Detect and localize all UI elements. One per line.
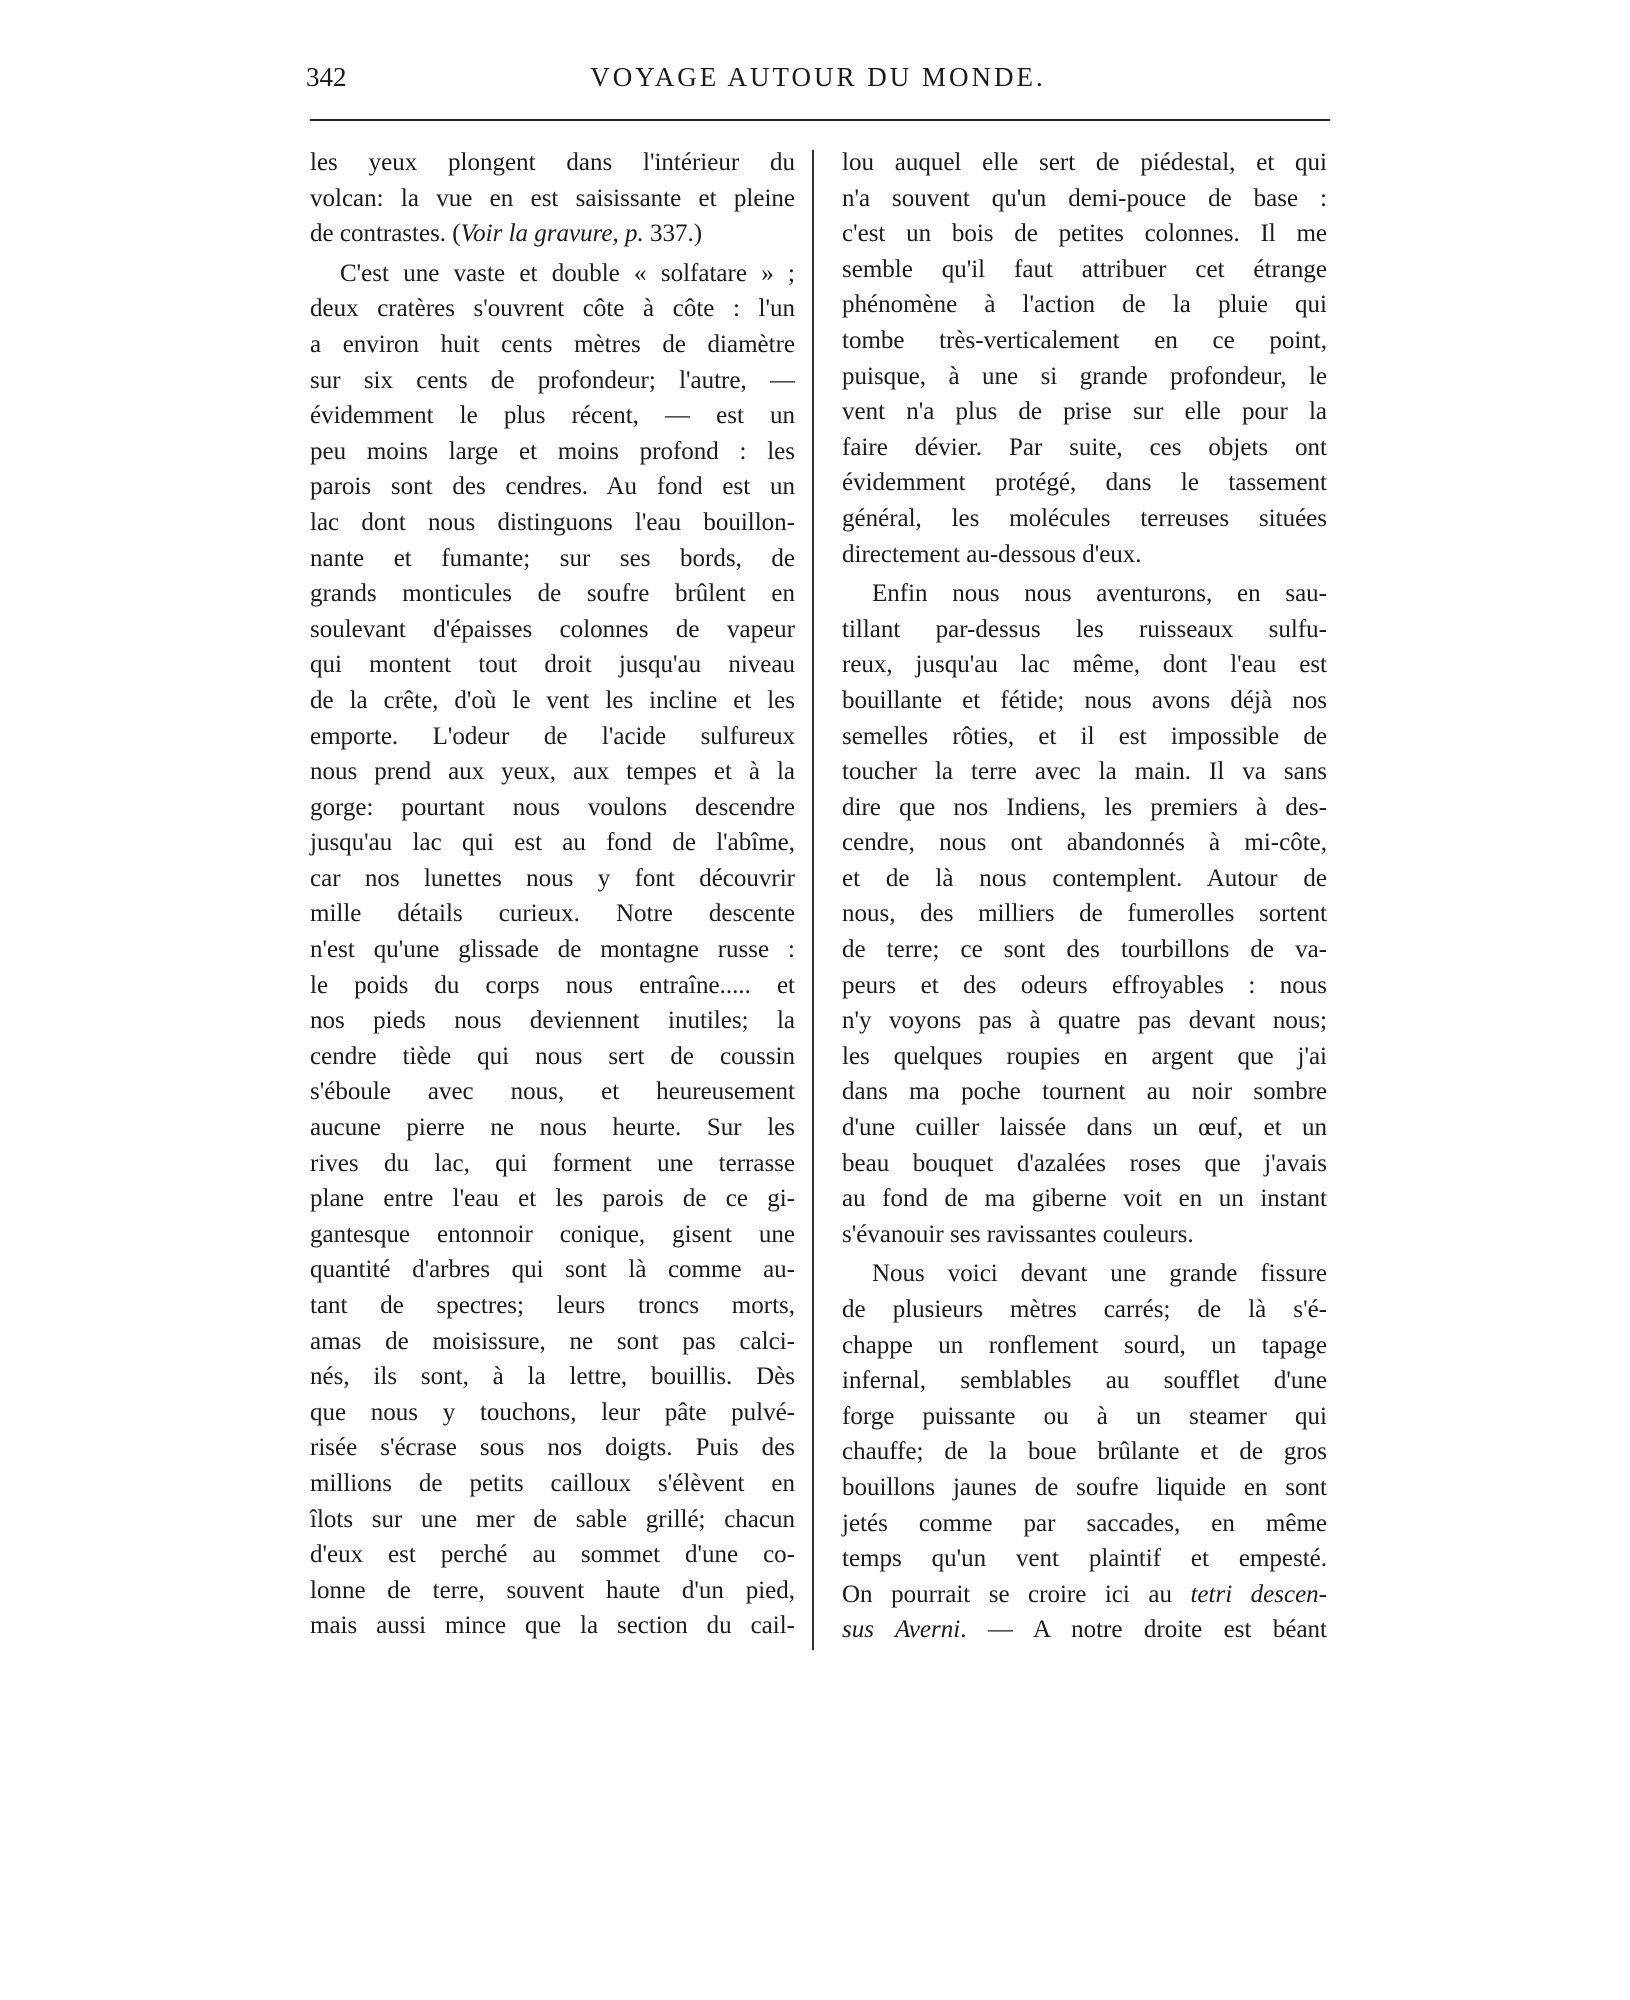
- text-segment: emporte. L'odeur de l'acide sulfureux: [310, 722, 795, 750]
- text-line: [842, 430, 1327, 466]
- text-segment: lonne de terre, souvent haute d'un pied,: [310, 1576, 795, 1604]
- text-line: [842, 1506, 1327, 1542]
- text-line: [842, 896, 1327, 932]
- text-line: [310, 790, 795, 826]
- text-line: [842, 1577, 1327, 1613]
- text-segment: s'évanouir ses ravissantes couleurs.: [842, 1220, 1194, 1248]
- page-number: 342: [306, 62, 347, 92]
- left-column: [310, 145, 795, 1644]
- text-segment: au fond de ma giberne voit en un instant: [842, 1185, 1327, 1213]
- text-line: [842, 145, 1327, 181]
- text-segment: puisque, à une si grande profondeur, le: [842, 362, 1327, 390]
- text-segment: dire que nos Indiens, les premiers à des-: [842, 793, 1327, 821]
- text-segment: gantesque entonnoir conique, gisent une: [310, 1220, 795, 1248]
- text-line: [310, 1217, 795, 1253]
- text-line: [310, 1003, 795, 1039]
- text-line: [310, 825, 795, 861]
- text-line: [842, 1541, 1327, 1577]
- text-segment: nous, des milliers de fumerolles sortent: [842, 900, 1327, 928]
- text-segment: et de là nous contemplent. Autour de: [842, 864, 1327, 892]
- text-line: [310, 327, 795, 363]
- text-line: [842, 825, 1327, 861]
- text-line: [842, 465, 1327, 501]
- text-segment: toucher la terre avec la main. Il va sans: [842, 758, 1327, 786]
- text-segment: c'est un bois de petites colonnes. Il me: [842, 220, 1327, 248]
- text-line: [310, 291, 795, 327]
- text-line: [310, 683, 795, 719]
- text-segment: volcan: la vue en est saisissante et pleine: [310, 184, 795, 212]
- text-line: [310, 932, 795, 968]
- text-line: [310, 1466, 795, 1502]
- text-line: [842, 612, 1327, 648]
- text-line: [842, 861, 1327, 897]
- text-segment: bouillons jaunes de soufre liquide en sont: [842, 1473, 1327, 1501]
- text-line: [842, 181, 1327, 217]
- text-segment: dans ma poche tournent au noir sombre: [842, 1078, 1327, 1106]
- text-segment: de terre; ce sont des tourbillons de va-: [842, 936, 1327, 964]
- text-segment: de plusieurs mètres carrés; de là s'é-: [842, 1296, 1327, 1323]
- text-segment: lou auquel elle sert de piédestal, et qui: [842, 149, 1327, 176]
- text-line: [310, 181, 795, 217]
- text-line: [310, 719, 795, 755]
- text-segment: semble qu'il faut attribuer cet étrange: [842, 255, 1327, 283]
- text-line: [310, 398, 795, 434]
- text-line: [310, 434, 795, 470]
- text-line: [310, 1359, 795, 1395]
- text-segment: On pourrait se croire ici au: [842, 1580, 1191, 1608]
- text-segment: évidemment protégé, dans le tassement: [842, 469, 1327, 497]
- text-segment: . — A notre droite est béant: [960, 1616, 1328, 1644]
- text-segment: n'est qu'une glissade de montagne russe :: [310, 936, 795, 964]
- text-segment: nés, ils sont, à la lettre, bouillis. Dès: [310, 1363, 795, 1391]
- text-line: [310, 505, 795, 541]
- text-segment: sur six cents de profondeur; l'autre, —: [310, 366, 795, 394]
- text-segment: d'eux est perché au sommet d'une co-: [310, 1541, 795, 1569]
- text-segment: phénomène à l'action de la pluie qui: [842, 291, 1327, 319]
- text-segment: n'a souvent qu'un demi-pouce de base :: [842, 184, 1327, 212]
- column-divider: [812, 150, 814, 1650]
- text-segment: nous prend aux yeux, aux tempes et à la: [310, 758, 795, 786]
- text-line: [310, 1502, 795, 1538]
- text-line: [842, 1039, 1327, 1075]
- text-line: [310, 1573, 795, 1609]
- text-line: [310, 576, 795, 612]
- text-segment: qui montent tout droit jusqu'au niveau: [310, 651, 795, 679]
- text-segment: parois sont des cendres. Au fond est un: [310, 473, 795, 501]
- text-line: [842, 1470, 1327, 1506]
- italic-text: Voir la gravure, p.: [460, 220, 644, 248]
- text-line: [842, 1612, 1327, 1648]
- text-segment: bouillante et fétide; nous avons déjà nos: [842, 686, 1327, 714]
- text-segment: amas de moisissure, ne sont pas calci-: [310, 1327, 795, 1355]
- text-line: [842, 323, 1327, 359]
- text-segment: jusqu'au lac qui est au fond de l'abîme,: [310, 829, 795, 857]
- text-line: [310, 647, 795, 683]
- text-line: [842, 394, 1327, 430]
- text-line: [310, 1074, 795, 1110]
- text-segment: tant de spectres; leurs troncs morts,: [310, 1292, 795, 1319]
- text-segment: le poids du corps nous entraîne..... et: [310, 971, 795, 999]
- text-segment: rives du lac, qui forment une terrasse: [310, 1149, 795, 1177]
- text-line: [842, 1363, 1327, 1399]
- text-line: [842, 932, 1327, 968]
- text-line: [842, 719, 1327, 755]
- text-segment: mais aussi mince que la section du cail-: [310, 1612, 795, 1640]
- text-line: [842, 790, 1327, 826]
- text-segment: les quelques roupies en argent que j'ai: [842, 1042, 1327, 1070]
- text-line: [842, 1399, 1327, 1435]
- text-segment: reux, jusqu'au lac même, dont l'eau est: [842, 651, 1327, 679]
- text-line: [310, 1537, 795, 1573]
- text-line: [310, 1608, 795, 1644]
- text-segment: beau bouquet d'azalées roses que j'avais: [842, 1149, 1327, 1177]
- text-segment: 337.): [643, 220, 703, 248]
- text-line: [842, 968, 1327, 1004]
- text-segment: s'éboule avec nous, et heureusement: [310, 1078, 795, 1106]
- text-segment: chauffe; de la boue brûlante et de gros: [842, 1438, 1327, 1466]
- text-line: [842, 683, 1327, 719]
- text-segment: jetés comme par saccades, en même: [842, 1509, 1327, 1537]
- text-segment: quantité d'arbres qui sont là comme au-: [310, 1256, 795, 1284]
- text-segment: aucune pierre ne nous heurte. Sur les: [310, 1114, 795, 1142]
- text-line: [842, 1181, 1327, 1217]
- text-line: [310, 216, 795, 252]
- text-segment: temps qu'un vent plaintif et empesté.: [842, 1545, 1327, 1573]
- text-line: [310, 968, 795, 1004]
- text-line: [310, 469, 795, 505]
- text-segment: forge puissante ou à un steamer qui: [842, 1402, 1327, 1430]
- text-line: [310, 1395, 795, 1431]
- text-segment: tillant par-dessus les ruisseaux sulfu-: [842, 615, 1327, 643]
- text-line: [842, 1110, 1327, 1146]
- page-header: [306, 62, 1330, 102]
- text-line: [842, 1328, 1327, 1364]
- text-line: [842, 537, 1327, 573]
- text-line: [310, 896, 795, 932]
- text-segment: peurs et des odeurs effroyables : nous: [842, 971, 1327, 999]
- text-line: [842, 754, 1327, 790]
- italic-text: sus Averni: [842, 1616, 961, 1644]
- text-segment: les yeux plongent dans l'intérieur du: [310, 149, 795, 176]
- text-segment: que nous y touchons, leur pâte pulvé-: [310, 1398, 795, 1426]
- text-segment: infernal, semblables au soufflet d'une: [842, 1367, 1327, 1395]
- text-line: [842, 1434, 1327, 1470]
- text-line: [310, 1110, 795, 1146]
- text-segment: plane entre l'eau et les parois de ce gi-: [310, 1185, 795, 1213]
- text-line: [310, 612, 795, 648]
- text-segment: évidemment le plus récent, — est un: [310, 402, 795, 430]
- text-segment: nante et fumante; sur ses bords, de: [310, 544, 795, 572]
- running-head: VOYAGE AUTOUR DU MONDE.: [590, 62, 1046, 92]
- text-segment: faire dévier. Par suite, ces objets ont: [842, 433, 1327, 461]
- text-line: [310, 1181, 795, 1217]
- text-segment: tombe très-verticalement en ce point,: [842, 326, 1327, 354]
- text-segment: deux cratères s'ouvrent côte à côte : l'un: [310, 295, 795, 323]
- text-line: [842, 1003, 1327, 1039]
- text-segment: mille détails curieux. Notre descente: [310, 900, 795, 928]
- text-line: [842, 647, 1327, 683]
- text-line: [310, 1039, 795, 1075]
- right-column: [842, 145, 1327, 1648]
- italic-text: tetri descen-: [1190, 1580, 1328, 1608]
- text-segment: vent n'a plus de prise sur elle pour la: [842, 398, 1327, 426]
- text-segment: de la crête, d'où le vent les incline et les: [310, 686, 795, 714]
- text-line: [842, 1146, 1327, 1182]
- header-rule: [310, 119, 1330, 121]
- text-segment: Enfin nous nous aventurons, en sau-: [872, 580, 1327, 608]
- text-line: [310, 1430, 795, 1466]
- text-line: [842, 216, 1327, 252]
- text-segment: cendre, nous ont abandonnés à mi-côte,: [842, 829, 1327, 857]
- text-segment: général, les molécules terreuses situées: [842, 504, 1327, 532]
- text-line: [310, 1252, 795, 1288]
- text-segment: a environ huit cents mètres de diamètre: [310, 330, 795, 358]
- text-line: [842, 252, 1327, 288]
- text-segment: n'y voyons pas à quatre pas devant nous;: [842, 1007, 1327, 1035]
- text-segment: Nous voici devant une grande fissure: [872, 1260, 1327, 1288]
- text-segment: soulevant d'épaisses colonnes de vapeur: [310, 615, 795, 643]
- text-line: [842, 359, 1327, 395]
- text-segment: d'une cuiller laissée dans un œuf, et un: [842, 1114, 1327, 1142]
- text-line: [310, 541, 795, 577]
- text-line: [310, 754, 795, 790]
- text-line: [310, 1146, 795, 1182]
- text-line: [842, 501, 1327, 537]
- text-segment: lac dont nous distinguons l'eau bouillon-: [310, 508, 795, 536]
- text-segment: millions de petits cailloux s'élèvent en: [310, 1469, 795, 1497]
- text-segment: cendre tiède qui nous sert de coussin: [310, 1042, 795, 1070]
- text-line: [310, 145, 795, 181]
- text-segment: C'est une vaste et double « solfatare » ;: [340, 259, 795, 287]
- text-line: [310, 861, 795, 897]
- text-line: [310, 363, 795, 399]
- text-segment: peu moins large et moins profond : les: [310, 437, 795, 465]
- text-line: [842, 1074, 1327, 1110]
- text-segment: gorge: pourtant nous voulons descendre: [310, 793, 795, 821]
- text-line: [842, 287, 1327, 323]
- text-segment: car nos lunettes nous y font découvrir: [310, 864, 795, 892]
- text-line: [310, 256, 795, 292]
- text-segment: chappe un ronflement sourd, un tapage: [842, 1331, 1327, 1359]
- text-segment: semelles rôties, et il est impossible de: [842, 722, 1327, 750]
- text-line: [310, 1324, 795, 1360]
- text-line: [310, 1288, 795, 1324]
- text-segment: nos pieds nous deviennent inutiles; la: [310, 1007, 795, 1035]
- text-segment: risée s'écrase sous nos doigts. Puis des: [310, 1434, 795, 1462]
- text-line: [842, 1292, 1327, 1328]
- text-line: [842, 1217, 1327, 1253]
- text-segment: grands monticules de soufre brûlent en: [310, 580, 795, 608]
- text-line: [842, 576, 1327, 612]
- text-line: [842, 1256, 1327, 1292]
- text-segment: directement au-dessous d'eux.: [842, 540, 1142, 568]
- text-segment: de contrastes. (: [310, 220, 461, 248]
- text-segment: îlots sur une mer de sable grillé; chacun: [310, 1505, 795, 1533]
